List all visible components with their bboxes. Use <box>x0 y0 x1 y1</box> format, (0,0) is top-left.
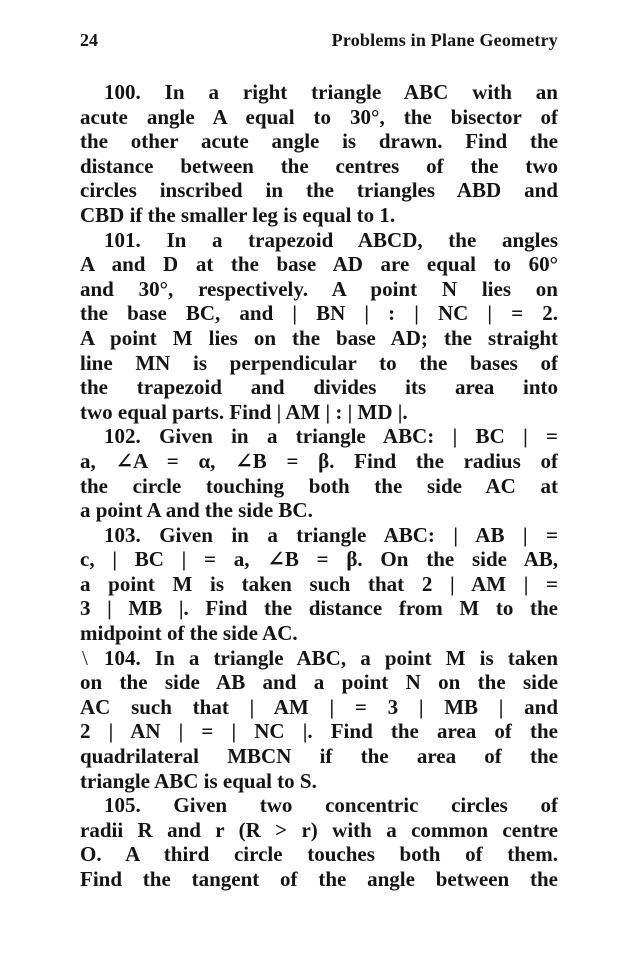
text-line: A and D at the base AD are equal to 60° <box>80 252 558 277</box>
text-line: on the side AB and a point N on the side <box>80 670 558 695</box>
text-line: a point M is taken such that 2 | AM | = <box>80 571 558 596</box>
text-line: O. A third circle touches both of them. <box>80 842 558 867</box>
page-header <box>80 30 558 56</box>
problem-text <box>80 80 558 892</box>
text-line: midpoint of the side AC. <box>80 621 298 646</box>
text-line-marked <box>80 646 558 671</box>
text-line: CBD if the smaller leg is equal to 1. <box>80 202 396 227</box>
text-line: 2 | AN | = | NC |. Find the area of the <box>80 719 558 744</box>
text-line: AC such that | AM | = 3 | MB | and <box>80 694 558 719</box>
text-line: 102. Given in a triangle ABC: | BC | = <box>104 424 558 449</box>
text-line: A point M lies on the base AD; the straight <box>80 325 558 350</box>
text-line: 101. In a trapezoid ABCD, the angles <box>104 227 558 252</box>
text-line: Find the tangent of the angle between the <box>80 867 558 891</box>
text-line: and 30°, respectively. A point N lies on <box>80 276 558 301</box>
text-line: 105. Given two concentric circles of <box>104 793 558 818</box>
text-line: triangle ABC is equal to S. <box>80 768 317 793</box>
text-line: the base BC, and | BN | : | NC | = 2. <box>80 301 558 326</box>
text-line: radii R and r (R > r) with a common centre <box>80 817 558 842</box>
text-line: line MN is perpendicular to the bases of <box>80 350 558 375</box>
running-title: Problems in Plane Geometry <box>331 30 558 50</box>
text-line: the other acute angle is drawn. Find the <box>80 129 558 154</box>
text-line: 104. In a triangle ABC, a point M is taken <box>104 645 558 670</box>
text-line: the circle touching both the side AC at <box>80 473 558 498</box>
text-line: 3 | MB |. Find the distance from M to the <box>80 596 558 621</box>
text-line: a point A and the side BC. <box>80 498 313 523</box>
text-line: acute angle A equal to 30°, the bisector of <box>80 104 558 129</box>
text-line: quadrilateral MBCN if the area of the <box>80 744 558 769</box>
page-number: 24 <box>80 30 98 50</box>
text-line: a, ∠A = α, ∠B = β. Find the radius of <box>80 448 558 473</box>
text-line: distance between the centres of the two <box>80 153 558 178</box>
text-line: the trapezoid and divides its area into <box>80 375 558 400</box>
text-line: circles inscribed in the triangles ABD and <box>80 178 558 203</box>
text-line: c, | BC | = a, ∠B = β. On the side AB, <box>80 547 558 572</box>
text-line: 100. In a right triangle ABC with an <box>104 80 558 104</box>
text-line: 103. Given in a triangle ABC: | AB | = <box>104 522 558 547</box>
text-line: two equal parts. Find | AM | : | MD |. <box>80 399 408 424</box>
margin-mark: \ <box>82 645 88 670</box>
